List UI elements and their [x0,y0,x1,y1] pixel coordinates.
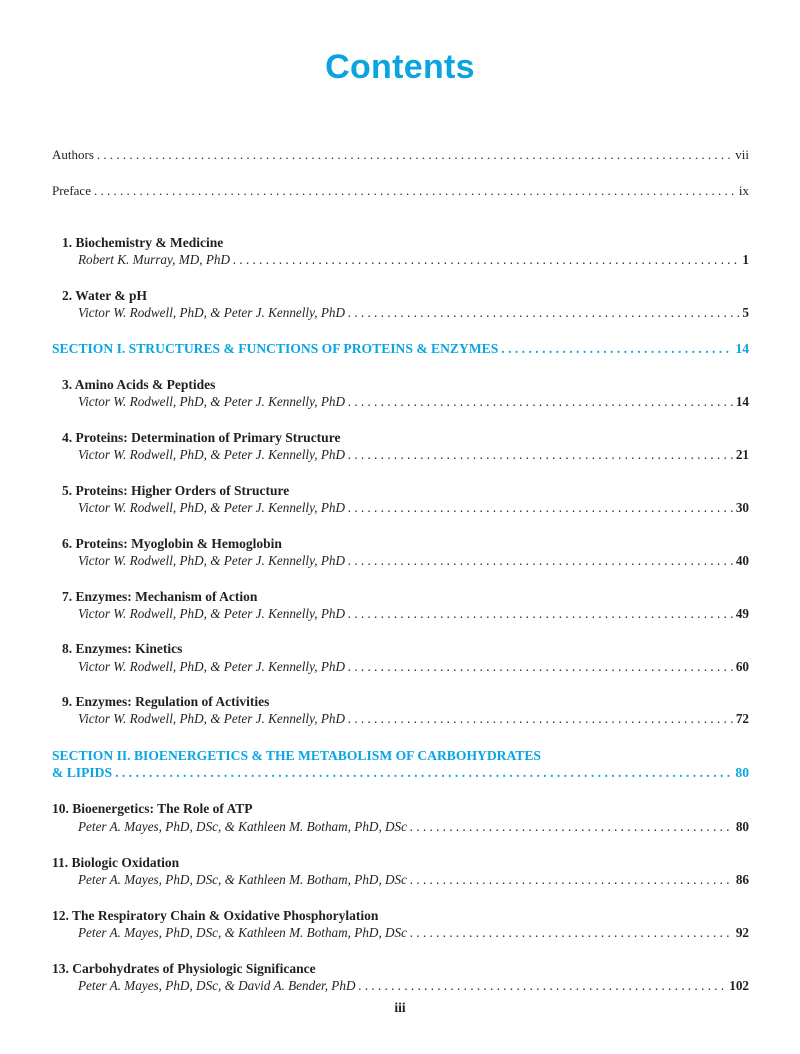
toc-page: ix [738,183,749,198]
leader-dots [348,606,733,622]
section-heading-2[interactable] [52,765,749,781]
leader-dots [348,500,733,516]
chapter-authors: Victor W. Rodwell, PhD, & Peter J. Kennelly, PhD [78,447,345,462]
chapter-authors: Victor W. Rodwell, PhD, & Peter J. Kennelly, PhD [78,394,345,409]
chapter-authors: Victor W. Rodwell, PhD, & Peter J. Kennelly, PhD [78,606,345,621]
chapter-authors-line [78,819,749,835]
section-label: SECTION I. STRUCTURES & FUNCTIONS OF PROTEINS & ENZYMES [52,341,499,356]
leader-dots [348,711,733,727]
chapter-page: 86 [735,872,749,887]
chapter-authors-line [78,606,749,622]
chapter-authors: Victor W. Rodwell, PhD, & Peter J. Kennelly, PhD [78,711,345,726]
leader-dots [94,183,736,199]
chapter-page: 40 [735,553,749,568]
chapter-authors: Victor W. Rodwell, PhD, & Peter J. Kennelly, PhD [78,500,345,515]
page-title: Contents [325,48,475,86]
chapter-title[interactable]: 9. Enzymes: Regulation of Activities [62,694,270,709]
leader-dots [115,765,732,781]
section-heading-2-line1[interactable]: SECTION II. BIOENERGETICS & THE METABOLISM OF CARBOHYDRATES [52,748,541,763]
chapter-page: 14 [735,394,749,409]
toc-page: vii [735,147,749,162]
chapter-authors-line [78,447,749,463]
chapter-authors-line [78,711,749,727]
leader-dots [348,305,739,321]
chapter-authors-line [78,872,749,888]
chapter-title[interactable]: 10. Bioenergetics: The Role of ATP [52,801,253,816]
chapter-page: 1 [742,252,749,267]
chapter-page: 49 [735,606,749,621]
chapter-page: 5 [742,305,749,320]
chapter-page: 30 [735,500,749,515]
chapter-authors-line [78,659,749,675]
leader-dots [410,925,733,941]
chapter-authors: Victor W. Rodwell, PhD, & Peter J. Kennelly, PhD [78,659,345,674]
chapter-title[interactable]: 7. Enzymes: Mechanism of Action [62,589,258,604]
chapter-title[interactable]: 1. Biochemistry & Medicine [62,235,224,250]
chapter-title[interactable]: 6. Proteins: Myoglobin & Hemoglobin [62,536,282,551]
chapter-authors: Peter A. Mayes, PhD, DSc, & Kathleen M. Botham, PhD, DSc [78,872,408,887]
chapter-title[interactable]: 3. Amino Acids & Peptides [62,377,216,392]
chapter-title[interactable]: 2. Water & pH [62,288,148,303]
chapter-authors: Victor W. Rodwell, PhD, & Peter J. Kennelly, PhD [78,305,345,320]
toc-label: Authors [52,147,94,162]
chapter-page: 72 [735,711,749,726]
leader-dots [348,447,733,463]
chapter-authors: Peter A. Mayes, PhD, DSc, & David A. Bender, PhD [78,978,356,993]
leader-dots [348,394,733,410]
chapter-title[interactable]: 8. Enzymes: Kinetics [62,641,183,656]
leader-dots [410,819,733,835]
chapter-page: 60 [735,659,749,674]
toc-entry-authors[interactable] [52,147,749,163]
leader-dots [348,553,733,569]
chapter-authors: Peter A. Mayes, PhD, DSc, & Kathleen M. Botham, PhD, DSc [78,819,408,834]
chapter-title[interactable]: 13. Carbohydrates of Physiologic Significance [52,961,316,976]
chapter-page: 92 [735,925,749,940]
leader-dots [410,872,733,888]
leader-dots [358,978,726,994]
section-heading-1[interactable] [52,341,749,357]
toc-label: Preface [52,183,91,198]
chapter-authors-line [78,394,749,410]
section-label: & LIPIDS [52,765,113,780]
chapter-authors-line [78,252,749,268]
chapter-authors-line [78,925,749,941]
chapter-page: 21 [735,447,749,462]
chapter-page: 80 [735,819,749,834]
chapter-authors-line [78,978,749,994]
leader-dots [233,252,739,268]
chapter-authors-line [78,553,749,569]
section-page: 80 [735,765,749,780]
chapter-authors-line [78,305,749,321]
chapter-authors-line [78,500,749,516]
chapter-authors: Robert K. Murray, MD, PhD [78,252,231,267]
chapter-authors: Victor W. Rodwell, PhD, & Peter J. Kennelly, PhD [78,553,345,568]
section-page: 14 [735,341,749,356]
folio-page-number: iii [394,1000,406,1015]
chapter-title[interactable]: 11. Biologic Oxidation [52,855,180,870]
chapter-title[interactable]: 12. The Respiratory Chain & Oxidative Phosphorylation [52,908,379,923]
chapter-title[interactable]: 5. Proteins: Higher Orders of Structure [62,483,290,498]
leader-dots [348,659,733,675]
chapter-authors: Peter A. Mayes, PhD, DSc, & Kathleen M. Botham, PhD, DSc [78,925,408,940]
leader-dots [97,147,732,163]
chapter-title[interactable]: 4. Proteins: Determination of Primary Structure [62,430,341,445]
chapter-page: 102 [729,978,749,993]
leader-dots [501,341,732,357]
toc-entry-preface[interactable] [52,183,749,199]
